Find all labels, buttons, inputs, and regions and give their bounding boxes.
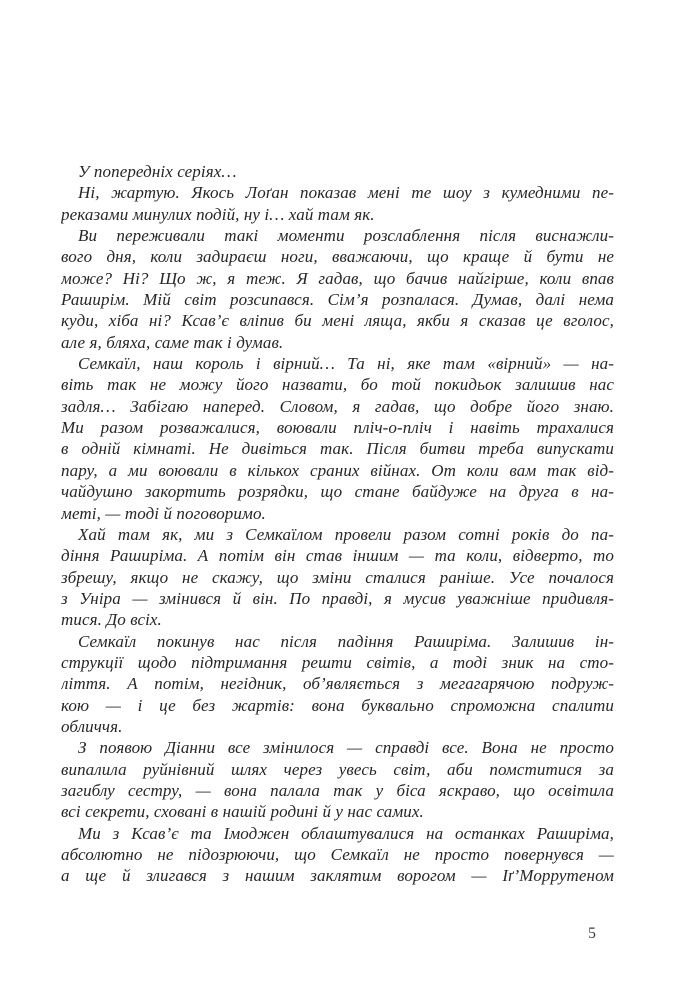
text-line: Ви переживали такі моменти розслаблення після виснажли- (78, 226, 614, 246)
text-line: абсолютно не підозрюючи, що Семкаїл не просто повернувся — (61, 845, 614, 864)
page-number: 5 (588, 925, 596, 942)
text-line: Ні, жартую. Якось Лоґан показав мені те шоу з кумедними пе- (78, 183, 614, 203)
text-line: обличчя. (61, 716, 123, 736)
text-line: У попередніх серіях… (78, 162, 237, 181)
text-line: З появою Діанни все змінилося — справді все. Вона не просто (78, 738, 614, 758)
text-line: але я, бляха, саме так і думав. (61, 332, 284, 352)
text-line: пару, а ми воювали в кількох сраних війнах. От коли вам так від- (61, 460, 614, 480)
text-line: тися. До всіх. (61, 610, 162, 630)
text-line: може? Ні? Що ж, я теж. Я гадав, що бачив найгірше, коли впав (61, 268, 614, 288)
text-line: Хай там як, ми з Семкаїлом провели разом сотні років до па- (78, 524, 614, 544)
text-line: струкції щодо підтримання решти світів, а тоді зник на сто- (61, 652, 614, 672)
text-line: збрешу, якщо не скажу, що зміни сталися раніше. Усе почалося (61, 567, 614, 587)
text-line: меті, — тоді й поговоримо. (61, 503, 266, 523)
text-line: в одній кімнаті. Не дивіться так. Після битви треба випускати (61, 439, 614, 459)
text-line: Семкаїл, наш король і вірний… Та ні, яке там «вірний» — на- (78, 354, 614, 374)
text-line: діння Раширіма. А потім він став іншим — та коли, відверто, то (61, 546, 614, 566)
text-line: Раширім. Мій світ розсипався. Сім’я розпалася. Думав, далі нема (61, 290, 614, 310)
text-line: Ми з Ксав’є та Імоджен облаштувалися на останках Раширіма, (78, 823, 614, 843)
text-line: чайдушно закортить розрядки, що стане байдуже на друга в на- (61, 482, 614, 502)
text-line: випалила руйнівний шлях через увесь світ, аби помститися за (61, 759, 614, 779)
text-line: віть так не можу його назвати, бо той покидьок залишив нас (61, 375, 614, 395)
text-line: реказами минулих подій, ну і… хай там як. (61, 204, 375, 224)
text-line: куди, хіба ні? Ксав’є вліпив би мені ляща, якби я сказав це вголос, (61, 311, 614, 331)
text-line: всі секрети, сховані в нашій родині й у нас самих. (61, 802, 424, 822)
text-line: з Уніра — змінився й він. По правді, я мусив уважніше придивля- (61, 588, 614, 608)
text-line: кою — і це без жартів: вона буквально спроможна спалити (61, 695, 614, 715)
text-line: задля… Забігаю наперед. Словом, я гадав, що добре його знаю. (61, 396, 614, 416)
text-line: загиблу сестру, — вона палала так у біса яскраво, що освітила (61, 780, 614, 800)
text-line: вого дня, коли задираєш ноги, вважаючи, що краще й бути не (61, 247, 614, 267)
text-line: ліття. А потім, негідник, об’являється з мегагарячою подруж- (61, 674, 614, 694)
text-line: Семкаїл покинув нас після падіння Раширіма. Залишив ін- (78, 631, 614, 651)
page-text-block (61, 161, 614, 887)
text-line: Ми разом розважалися, воювали пліч-о-пліч і навіть трахалися (61, 418, 614, 438)
text-line: а ще й злигався з нашим заклятим ворогом — Іґ’Моррутеном (61, 866, 614, 886)
